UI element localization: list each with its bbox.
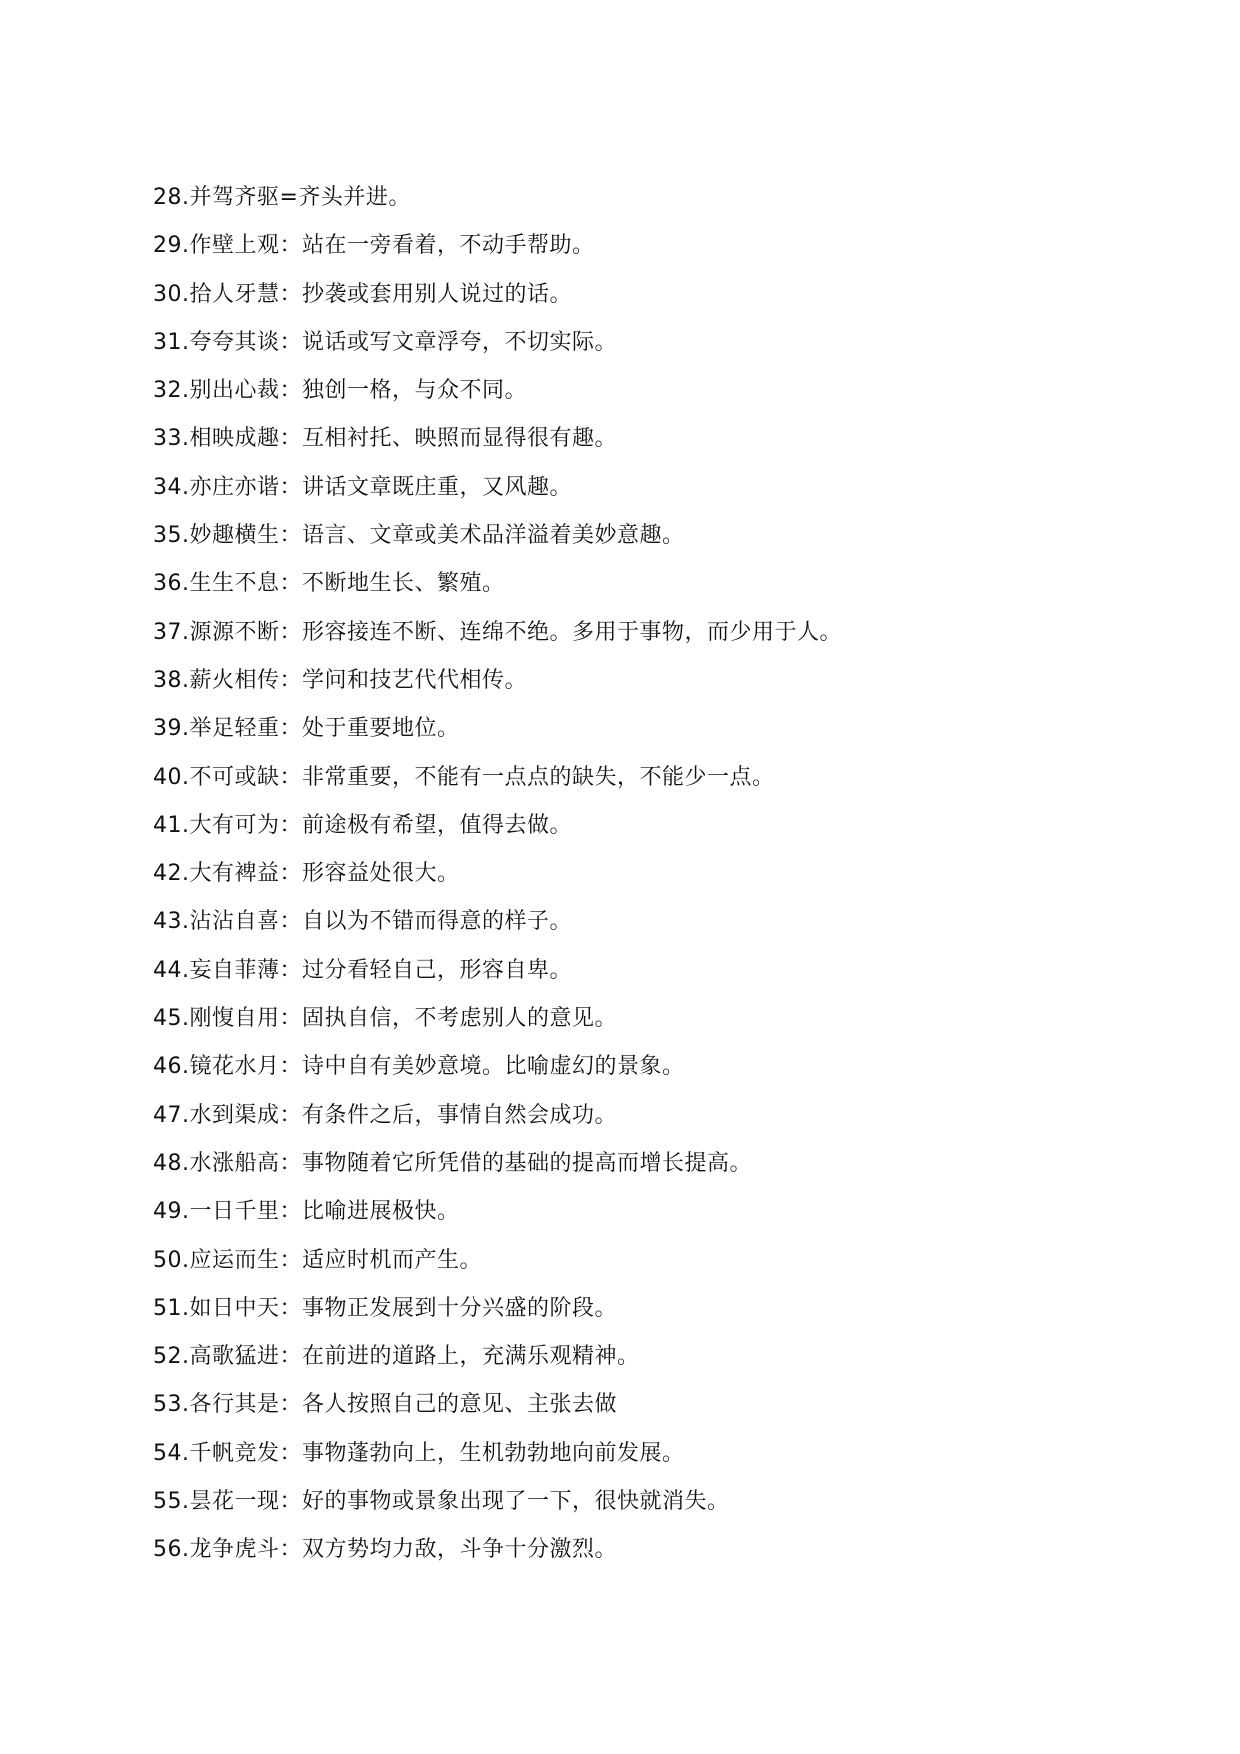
list-item: 41.大有可为：前途极有希望，值得去做。 [153, 812, 572, 838]
list-item: 40.不可或缺：非常重要，不能有一点点的缺失，不能少一点。 [153, 764, 775, 790]
list-item: 47.水到渠成：有条件之后，事情自然会成功。 [153, 1102, 617, 1128]
list-item: 29.作壁上观：站在一旁看着，不动手帮助。 [153, 233, 595, 259]
list-item: 32.别出心裁：独创一格，与众不同。 [153, 378, 527, 404]
list-item: 33.相映成趣：互相衬托、映照而显得很有趣。 [153, 426, 617, 452]
list-item: 34.亦庄亦谐：讲话文章既庄重，又风趣。 [153, 474, 572, 500]
list-item: 39.举足轻重：处于重要地位。 [153, 716, 460, 742]
list-item: 38.薪火相传：学问和技艺代代相传。 [153, 667, 527, 693]
list-item: 28.并驾齐驱=齐头并进。 [153, 185, 411, 210]
list-item: 53.各行其是：各人按照自己的意见、主张去做 [153, 1392, 617, 1418]
list-item: 45.刚愎自用：固执自信，不考虑别人的意见。 [153, 1006, 617, 1032]
list-item: 36.生生不息：不断地生长、繁殖。 [153, 571, 505, 597]
list-item: 43.沾沾自喜：自以为不错而得意的样子。 [153, 909, 572, 935]
list-item: 48.水涨船高：事物随着它所凭借的基础的提高而增长提高。 [153, 1150, 752, 1176]
list-item: 46.镜花水月：诗中自有美妙意境。比喻虚幻的景象。 [153, 1054, 685, 1080]
list-item: 51.如日中天：事物正发展到十分兴盛的阶段。 [153, 1295, 617, 1321]
list-item: 55.昙花一现：好的事物或景象出现了一下，很快就消失。 [153, 1489, 730, 1515]
list-item: 54.千帆竞发：事物蓬勃向上，生机勃勃地向前发展。 [153, 1440, 685, 1466]
list-item: 42.大有裨益：形容益处很大。 [153, 861, 460, 887]
list-item: 52.高歌猛进：在前进的道路上，充满乐观精神。 [153, 1344, 640, 1370]
list-item: 35.妙趣横生：语言、文章或美术品洋溢着美妙意趣。 [153, 523, 685, 549]
list-item: 37.源源不断：形容接连不断、连绵不绝。多用于事物，而少用于人。 [153, 619, 842, 645]
list-item: 31.夸夸其谈：说话或写文章浮夸，不切实际。 [153, 329, 617, 355]
list-item: 50.应运而生：适应时机而产生。 [153, 1247, 482, 1273]
idiom-list [153, 174, 842, 1575]
list-item: 30.拾人牙慧：抄袭或套用别人说过的话。 [153, 281, 572, 307]
list-item: 56.龙争虎斗：双方势均力敌，斗争十分激烈。 [153, 1537, 617, 1563]
list-item: 44.妄自菲薄：过分看轻自己，形容自卑。 [153, 957, 572, 983]
list-item: 49.一日千里：比喻进展极快。 [153, 1199, 460, 1225]
